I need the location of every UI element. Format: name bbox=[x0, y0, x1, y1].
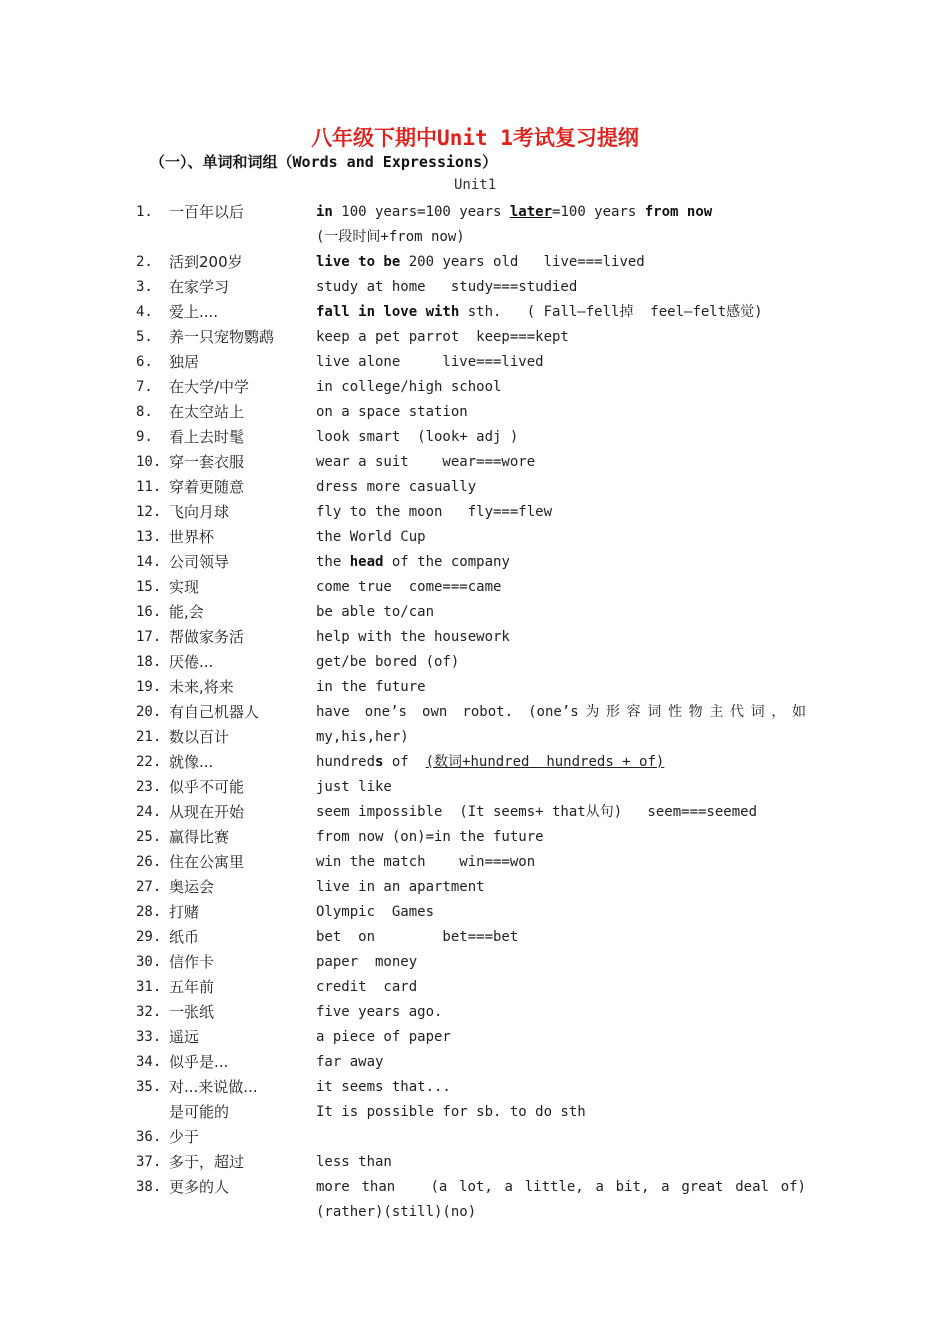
item-number: 21. bbox=[136, 729, 162, 745]
chinese-term: 飞向月球 bbox=[169, 503, 230, 521]
item-number: 27. bbox=[136, 879, 162, 895]
chinese-term: 独居 bbox=[169, 353, 200, 371]
english-phrase: hundreds of (数词+hundred hundreds + of) bbox=[316, 754, 665, 770]
list-item bbox=[0, 1077, 950, 1102]
item-number: 7. bbox=[136, 379, 153, 395]
english-phrase: fly to the moon fly===flew bbox=[316, 504, 553, 520]
list-item bbox=[0, 502, 950, 527]
list-item bbox=[0, 1202, 950, 1227]
list-item bbox=[0, 1127, 950, 1152]
list-item bbox=[0, 677, 950, 702]
chinese-term: 看上去时髦 bbox=[169, 428, 245, 446]
item-number: 4. bbox=[136, 304, 153, 320]
chinese-term: 似乎不可能 bbox=[169, 778, 245, 796]
page-title: 八年级下期中Unit 1考试复习提纲 bbox=[311, 126, 639, 150]
list-item bbox=[0, 727, 950, 752]
chinese-term: 穿着更随意 bbox=[169, 478, 245, 496]
list-item bbox=[0, 952, 950, 977]
item-number: 23. bbox=[136, 779, 162, 795]
list-item bbox=[0, 1102, 950, 1127]
item-number: 19. bbox=[136, 679, 162, 695]
list-item bbox=[0, 277, 950, 302]
chinese-term: 活到200岁 bbox=[169, 253, 243, 271]
english-phrase: live alone live===lived bbox=[316, 354, 544, 370]
list-item bbox=[0, 427, 950, 452]
chinese-term: 养一只宠物鹦鹉 bbox=[169, 328, 275, 346]
english-phrase: the head of the company bbox=[316, 554, 510, 570]
chinese-term: 公司领导 bbox=[169, 553, 230, 571]
chinese-term: 数以百计 bbox=[169, 728, 230, 746]
list-item bbox=[0, 652, 950, 677]
english-phrase: It is possible for sb. to do sth bbox=[316, 1104, 586, 1120]
list-item bbox=[0, 252, 950, 277]
item-number: 14. bbox=[136, 554, 162, 570]
item-number: 37. bbox=[136, 1154, 162, 1170]
chinese-term: 在太空站上 bbox=[169, 403, 245, 421]
english-phrase: it seems that... bbox=[316, 1079, 451, 1095]
item-number: 17. bbox=[136, 629, 162, 645]
item-number: 12. bbox=[136, 504, 162, 520]
chinese-term: 爱上.... bbox=[169, 303, 219, 321]
chinese-term: 奥运会 bbox=[169, 878, 215, 896]
section-heading: （一）、单词和词组（Words and Expressions） bbox=[150, 153, 498, 171]
chinese-term: 住在公寓里 bbox=[169, 853, 245, 871]
english-phrase: the World Cup bbox=[316, 529, 426, 545]
chinese-term: 似乎是... bbox=[169, 1053, 229, 1071]
item-number: 25. bbox=[136, 829, 162, 845]
english-phrase: a piece of paper bbox=[316, 1029, 451, 1045]
english-phrase: in college/high school bbox=[316, 379, 502, 395]
english-phrase: seem impossible (It seems+ that从句) seem===seemed bbox=[316, 804, 758, 820]
item-number: 26. bbox=[136, 854, 162, 870]
english-phrase: have one’s own robot. (one’s为形容词性物主代词，如 bbox=[316, 704, 806, 720]
english-phrase: dress more casually bbox=[316, 479, 477, 495]
item-number: 35. bbox=[136, 1079, 162, 1095]
english-phrase: come true come===came bbox=[316, 579, 502, 595]
list-item bbox=[0, 377, 950, 402]
chinese-term: 在大学/中学 bbox=[169, 378, 250, 396]
item-number: 20. bbox=[136, 704, 162, 720]
unit-label: Unit1 bbox=[454, 177, 497, 193]
list-item bbox=[0, 1177, 950, 1202]
item-number: 1. bbox=[136, 204, 153, 220]
item-number: 3. bbox=[136, 279, 153, 295]
english-phrase: far away bbox=[316, 1054, 384, 1070]
item-number: 24. bbox=[136, 804, 162, 820]
chinese-term: 遥远 bbox=[169, 1028, 200, 1046]
chinese-term: 赢得比赛 bbox=[169, 828, 230, 846]
english-phrase: study at home study===studied bbox=[316, 279, 578, 295]
list-item bbox=[0, 627, 950, 652]
list-item bbox=[0, 402, 950, 427]
chinese-term: 是可能的 bbox=[169, 1103, 230, 1121]
english-phrase: on a space station bbox=[316, 404, 468, 420]
chinese-term: 一张纸 bbox=[169, 1003, 215, 1021]
list-item bbox=[0, 752, 950, 777]
item-number: 6. bbox=[136, 354, 153, 370]
item-number: 34. bbox=[136, 1054, 162, 1070]
list-item bbox=[0, 802, 950, 827]
english-phrase: (一段时间+from now) bbox=[316, 229, 465, 245]
chinese-term: 信作卡 bbox=[169, 953, 215, 971]
list-item bbox=[0, 852, 950, 877]
english-phrase: in 100 years=100 years later=100 years from now bbox=[316, 204, 713, 220]
list-item bbox=[0, 902, 950, 927]
chinese-term: 未来,将来 bbox=[169, 678, 234, 696]
english-phrase: less than bbox=[316, 1154, 392, 1170]
item-number: 8. bbox=[136, 404, 153, 420]
item-number: 16. bbox=[136, 604, 162, 620]
english-phrase: get/be bored (of) bbox=[316, 654, 460, 670]
chinese-term: 在家学习 bbox=[169, 278, 230, 296]
english-phrase: from now (on)=in the future bbox=[316, 829, 544, 845]
item-number: 29. bbox=[136, 929, 162, 945]
list-item bbox=[0, 352, 950, 377]
list-item bbox=[0, 1052, 950, 1077]
item-number: 15. bbox=[136, 579, 162, 595]
english-phrase: keep a pet parrot keep===kept bbox=[316, 329, 569, 345]
item-number: 28. bbox=[136, 904, 162, 920]
chinese-term: 世界杯 bbox=[169, 528, 215, 546]
english-phrase: my,his,her) bbox=[316, 729, 409, 745]
list-item bbox=[0, 1002, 950, 1027]
chinese-term: 打赌 bbox=[169, 903, 200, 921]
chinese-term: 一百年以后 bbox=[169, 203, 245, 221]
item-number: 33. bbox=[136, 1029, 162, 1045]
item-number: 10. bbox=[136, 454, 162, 470]
chinese-term: 多于，超过 bbox=[169, 1153, 245, 1171]
chinese-term: 从现在开始 bbox=[169, 803, 245, 821]
chinese-term: 实现 bbox=[169, 578, 200, 596]
english-phrase: look smart (look+ adj ) bbox=[316, 429, 519, 445]
english-phrase: five years ago. bbox=[316, 1004, 443, 1020]
list-item bbox=[0, 977, 950, 1002]
english-phrase: more than (a lot, a little, a bit, a great deal of) bbox=[316, 1179, 806, 1195]
chinese-term: 纸币 bbox=[169, 928, 200, 946]
chinese-term: 有自己机器人 bbox=[169, 703, 260, 721]
chinese-term: 五年前 bbox=[169, 978, 215, 996]
english-phrase: live in an apartment bbox=[316, 879, 485, 895]
item-number: 36. bbox=[136, 1129, 162, 1145]
item-number: 11. bbox=[136, 479, 162, 495]
english-phrase: credit card bbox=[316, 979, 418, 995]
english-phrase: win the match win===won bbox=[316, 854, 536, 870]
list-item bbox=[0, 577, 950, 602]
list-item bbox=[0, 552, 950, 577]
item-number: 31. bbox=[136, 979, 162, 995]
item-number: 32. bbox=[136, 1004, 162, 1020]
item-number: 30. bbox=[136, 954, 162, 970]
list-item bbox=[0, 327, 950, 352]
chinese-term: 更多的人 bbox=[169, 1178, 230, 1196]
chinese-term: 帮做家务活 bbox=[169, 628, 245, 646]
list-item bbox=[0, 1152, 950, 1177]
chinese-term: 对...来说做... bbox=[169, 1078, 258, 1096]
list-item bbox=[0, 227, 950, 252]
english-phrase: paper money bbox=[316, 954, 418, 970]
english-phrase: bet on bet===bet bbox=[316, 929, 519, 945]
list-item bbox=[0, 927, 950, 952]
list-item bbox=[0, 827, 950, 852]
list-item bbox=[0, 777, 950, 802]
english-phrase: fall in love with sth. ( Fall—fell掉 feel—felt感觉) bbox=[316, 304, 763, 320]
list-item bbox=[0, 1027, 950, 1052]
english-phrase: in the future bbox=[316, 679, 426, 695]
item-number: 2. bbox=[136, 254, 153, 270]
list-item bbox=[0, 202, 950, 227]
english-phrase: just like bbox=[316, 779, 392, 795]
english-phrase: Olympic Games bbox=[316, 904, 435, 920]
english-phrase: be able to/can bbox=[316, 604, 435, 620]
list-item bbox=[0, 602, 950, 627]
list-item bbox=[0, 452, 950, 477]
chinese-term: 能,会 bbox=[169, 603, 204, 621]
english-phrase: live to be 200 years old live===lived bbox=[316, 254, 645, 270]
item-number: 5. bbox=[136, 329, 153, 345]
item-number: 13. bbox=[136, 529, 162, 545]
list-item bbox=[0, 477, 950, 502]
list-item bbox=[0, 877, 950, 902]
english-phrase: (rather)(still)(no) bbox=[316, 1204, 477, 1220]
chinese-term: 就像... bbox=[169, 753, 214, 771]
english-phrase: help with the housework bbox=[316, 629, 510, 645]
chinese-term: 厌倦... bbox=[169, 653, 214, 671]
list-item bbox=[0, 527, 950, 552]
english-phrase: wear a suit wear===wore bbox=[316, 454, 536, 470]
item-number: 38. bbox=[136, 1179, 162, 1195]
item-number: 22. bbox=[136, 754, 162, 770]
chinese-term: 少于 bbox=[169, 1128, 200, 1146]
chinese-term: 穿一套衣服 bbox=[169, 453, 245, 471]
list-item bbox=[0, 702, 950, 727]
item-number: 18. bbox=[136, 654, 162, 670]
item-number: 9. bbox=[136, 429, 153, 445]
list-item bbox=[0, 302, 950, 327]
